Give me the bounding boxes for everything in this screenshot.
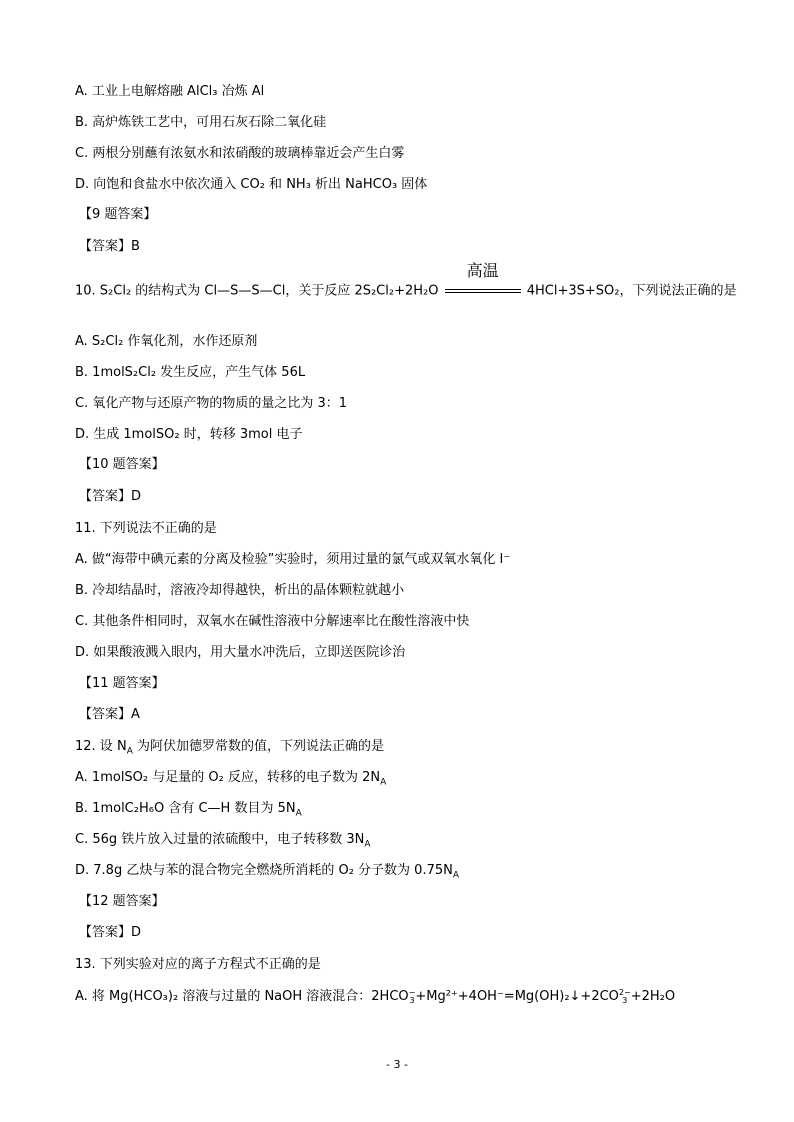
q11-option-b: B. 冷却结晶时，溶液冷却得越快，析出的晶体颗粒就越小 (75, 583, 405, 598)
q11-answer-heading: 【11 题答案】 (79, 676, 165, 691)
q11-option-a: A. 做“海带中碘元素的分离及检验”实验时，须用过量的氯气或双氧水氧化 I⁻ (75, 552, 511, 567)
q9-answer: 【答案】B (79, 239, 140, 254)
q12-option-c: C. 56g 铁片放入过量的浓硫酸中，电子转移数 $3N_A$ (75, 832, 371, 850)
q11-stem: 11. 下列说法不正确的是 (75, 521, 217, 536)
q13-option-a-before: A. 将 Mg(HCO₃)₂ 溶液与过量的 NaOH 溶液混合：2HCO (75, 989, 409, 1004)
q10-option-b: B. 1molS₂Cl₂ 发生反应，产生气体 56L (75, 365, 306, 380)
q11-option-c: C. 其他条件相同时，双氧水在碱性溶液中分解速率比在酸性溶液中快 (75, 614, 470, 629)
q11-answer: 【答案】A (79, 707, 140, 722)
q10-option-d: D. 生成 1molSO₂ 时，转移 3mol 电子 (75, 427, 303, 442)
q12-answer-heading: 【12 题答案】 (79, 894, 165, 909)
q11-option-d: D. 如果酸液溅入眼内，用大量水冲洗后，立即送医院诊治 (75, 645, 406, 660)
page-number: - 3 - (386, 1058, 408, 1071)
q12-option-d: D. 7.8g 乙炔与苯的混合物完全燃烧所消耗的 O₂ 分子数为 $0.75N_A$ (75, 863, 460, 881)
q10-stem-after: 4HCl+3S+SO₂，下列说法正确的是 (526, 283, 737, 299)
q9-option-a: A. 工业上电解熔融 AlCl₃ 冶炼 Al (75, 84, 265, 99)
q9-option-b: B. 高炉炼铁工艺中，可用石灰石除二氧化硅 (75, 115, 327, 130)
q10-option-c: C. 氧化产物与还原产物的物质的量之比为 3：1 (75, 396, 348, 411)
reaction-condition (443, 261, 523, 300)
q12-answer: 【答案】D (79, 925, 142, 940)
ion2-subscript: 3 (622, 995, 628, 1005)
q10-option-a: A. S₂Cl₂ 作氧化剂，水作还原剂 (75, 334, 258, 349)
ion2-charge: 2− (618, 987, 631, 997)
equals-sign (445, 289, 521, 293)
q10-stem (75, 261, 737, 301)
q9-option-d: D. 向饱和食盐水中依次通入 CO₂ 和 NH₃ 析出 NaHCO₃ 固体 (75, 177, 428, 192)
q9-answer-heading: 【9 题答案】 (79, 207, 157, 222)
q13-stem: 13. 下列实验对应的离子方程式不正确的是 (75, 957, 321, 972)
q13-option-a-mid: +Mg²⁺+4OH⁻=Mg(OH)₂↓+2CO (415, 989, 619, 1004)
q13-option-a (75, 988, 675, 1006)
q10-answer: 【答案】D (79, 489, 142, 504)
q12-option-a: A. 1molSO₂ 与足量的 O₂ 反应，转移的电子数为 $2N_A$ (75, 770, 387, 788)
ion-stack-2 (619, 989, 631, 1005)
ion1-charge: − (408, 987, 416, 997)
q12-stem: 12. 设 $N_A$ 为阿伏加德罗常数的值，下列说法正确的是 (75, 739, 384, 757)
ion1-subscript: 3 (409, 995, 415, 1005)
q12-option-b: B. 1molC₂H₆O 含有 C—H 数目为 $5N_A$ (75, 801, 302, 819)
q10-stem-before: 10. S₂Cl₂ 的结构式为 Cl—S—S—Cl，关于反应 2S₂Cl₂+2H₂O (75, 283, 439, 299)
q10-answer-heading: 【10 题答案】 (79, 457, 165, 472)
q13-option-a-after: +2H₂O (630, 989, 676, 1004)
q9-option-c: C. 两根分别蘸有浓氨水和浓硝酸的玻璃棒靠近会产生白雾 (75, 146, 405, 161)
reaction-condition-label: 高温 (466, 261, 499, 280)
